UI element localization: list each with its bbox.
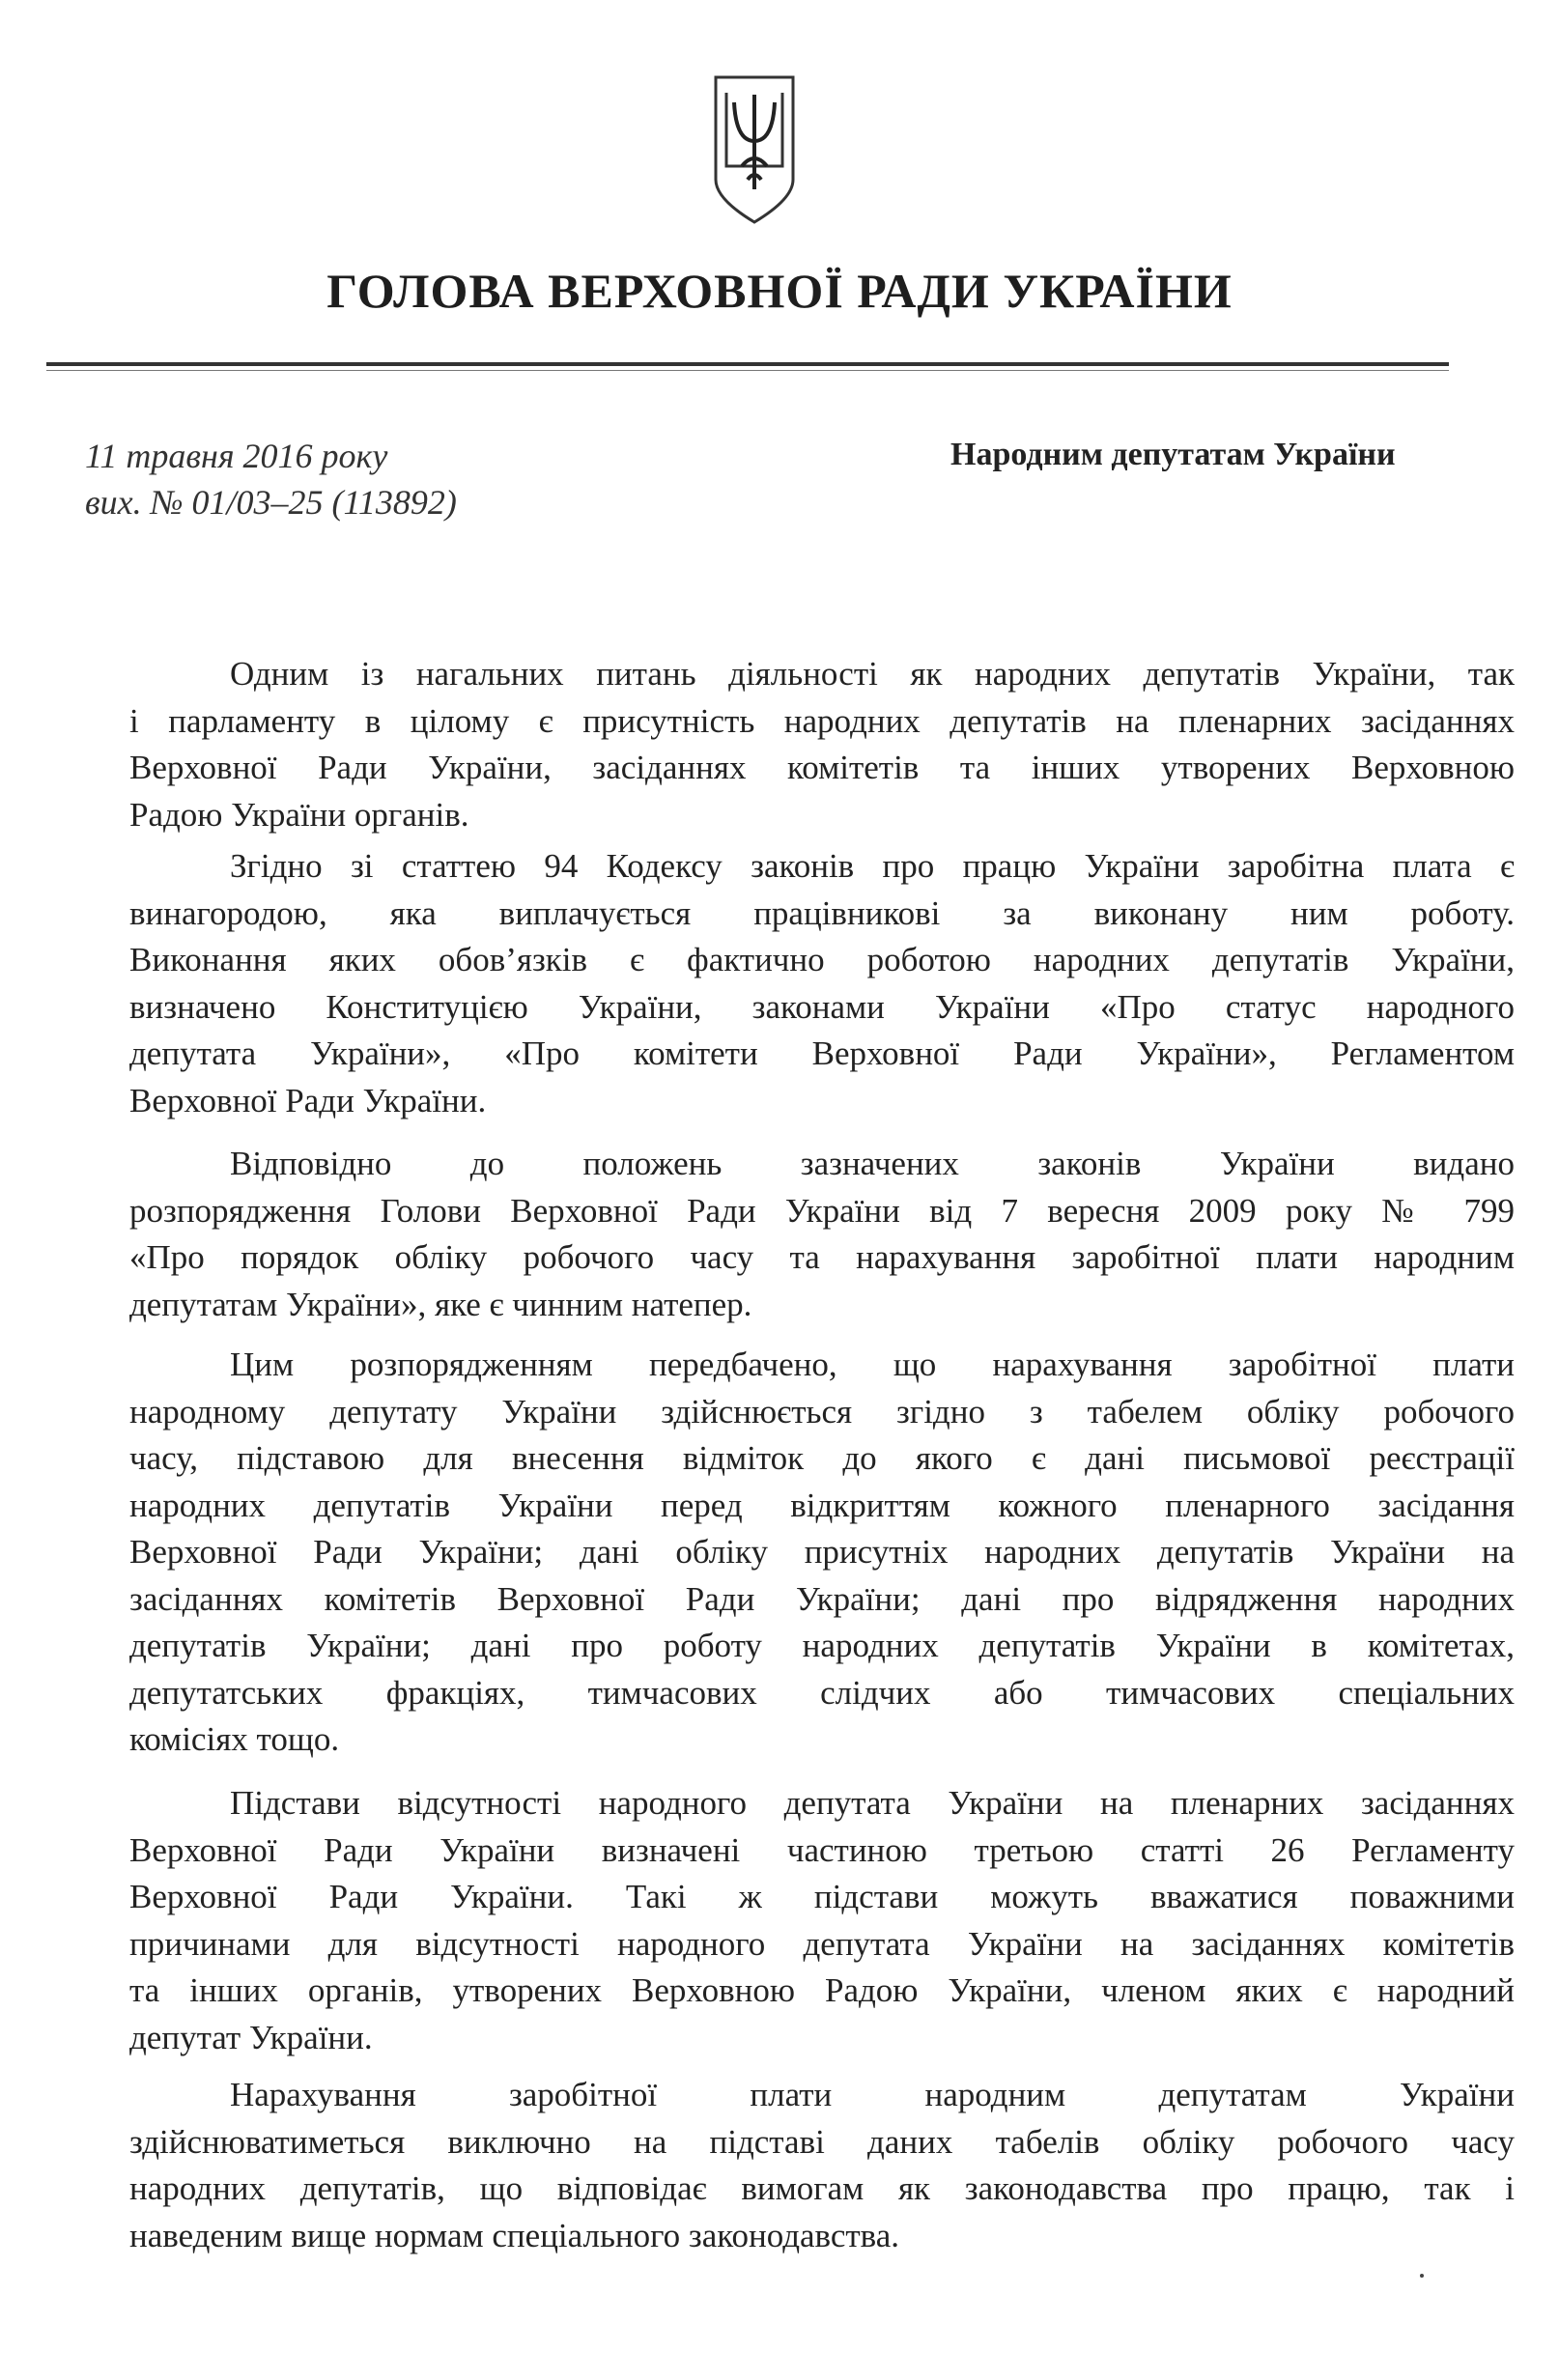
paragraph-line: винагородою, яка виплачується працівникові за виконану ним роботу. xyxy=(129,893,1515,932)
paragraph-line: Згідно зі статтею 94 Кодексу законів про працю України заробітна плата є xyxy=(230,847,1515,885)
document-date: 11 травня 2016 року xyxy=(85,437,388,475)
paragraph-line: Цим розпорядженням передбачено, що нарахування заробітної плати xyxy=(230,1346,1515,1383)
paragraph-line: здійснюватиметься виключно на підставі даних табелів обліку робочого часу xyxy=(129,2122,1515,2161)
paragraph-line: Верховної Ради України визначені частиною третьою статті 26 Регламенту xyxy=(129,1830,1515,1869)
paragraph-line: і парламенту в цілому є присутність народних депутатів на пленарних засіданнях xyxy=(129,701,1515,740)
paragraph-line: причинами для відсутності народного депутата України на засіданнях комітетів xyxy=(129,1924,1515,1963)
header-divider-thin xyxy=(46,370,1449,371)
paragraph-line: визначено Конституцією України, законами України «Про статус народного xyxy=(129,987,1515,1026)
organization-title: ГОЛОВА ВЕРХОВНОЇ РАДИ УКРАЇНИ xyxy=(326,264,1233,318)
outgoing-number: вих. № 01/03–25 (113892) xyxy=(85,483,457,522)
paragraph-line: Верховної Ради України, засіданнях комітетів та інших утворених Верховною xyxy=(129,749,1515,786)
paragraph-line: Верховної Ради України. xyxy=(129,1081,487,1119)
paragraph-line: Радою України органів. xyxy=(129,795,469,834)
paragraph-line: «Про порядок обліку робочого часу та нарахування заробітної плати народним xyxy=(129,1238,1515,1276)
paragraph-line: народному депутату України здійснюється згідно з табелем обліку робочого xyxy=(129,1392,1515,1431)
paragraph-line: Виконання яких обов’язків є фактично роботою народних депутатів України, xyxy=(129,941,1515,978)
paragraph-line: народних депутатів, що відповідає вимогам як законодавства про працю, так і xyxy=(129,2169,1515,2207)
paragraph xyxy=(129,651,1515,838)
paragraph-line: Верховної Ради України; дані обліку присутніх народних депутатів України на xyxy=(129,1533,1515,1571)
paragraph-line: засіданнях комітетів Верховної Ради України; дані про відрядження народних xyxy=(129,1579,1515,1618)
paragraph-line: депутатам України», яке є чинним натепер. xyxy=(129,1285,752,1323)
header-divider xyxy=(46,362,1449,366)
paragraph xyxy=(129,1141,1515,1328)
paragraph-line: Нарахування заробітної плати народним депутатам України xyxy=(230,2076,1515,2113)
paragraph-line: комісіях тощо. xyxy=(129,1720,340,1758)
paragraph-line: та інших органів, утворених Верховною Радою України, членом яких є народний xyxy=(129,1971,1515,2009)
paragraph-line: депутатських фракціях, тимчасових слідчих або тимчасових спеціальних xyxy=(129,1673,1515,1712)
paragraph xyxy=(129,2072,1515,2259)
paragraph xyxy=(129,843,1515,1124)
scan-speck xyxy=(1420,2274,1424,2278)
paragraph-line: депутат України. xyxy=(129,2018,373,2056)
coat-of-arms-icon xyxy=(713,73,796,224)
paragraph xyxy=(129,1780,1515,2061)
paragraph xyxy=(129,1342,1515,1764)
paragraph-line: депутатів України; дані про роботу народних депутатів України в комітетах, xyxy=(129,1627,1515,1664)
paragraph-line: Підстави відсутності народного депутата України на пленарних засіданнях xyxy=(230,1784,1515,1822)
paragraph-line: народних депутатів України перед відкриттям кожного пленарного засідання xyxy=(129,1486,1515,1524)
paragraph-line: часу, підставою для внесення відміток до якого є дані письмової реєстрації xyxy=(129,1439,1515,1477)
paragraph-line: депутата України», «Про комітети Верховної Ради України», Регламентом xyxy=(129,1034,1515,1072)
addressee: Народним депутатам України xyxy=(950,437,1396,472)
paragraph-line: Відповідно до положень зазначених законів України видано xyxy=(230,1145,1515,1182)
paragraph-line: Верховної Ради України. Такі ж підстави можуть вважатися поважними xyxy=(129,1878,1515,1915)
paragraph-line: розпорядження Голови Верховної Ради України від 7 вересня 2009 року № 799 xyxy=(129,1191,1515,1230)
paragraph-line: наведеним вище нормам спеціального законодавства. xyxy=(129,2216,900,2254)
document-date-block xyxy=(85,433,457,525)
paragraph-line: Одним із нагальних питань діяльності як народних депутатів України, так xyxy=(230,655,1515,693)
